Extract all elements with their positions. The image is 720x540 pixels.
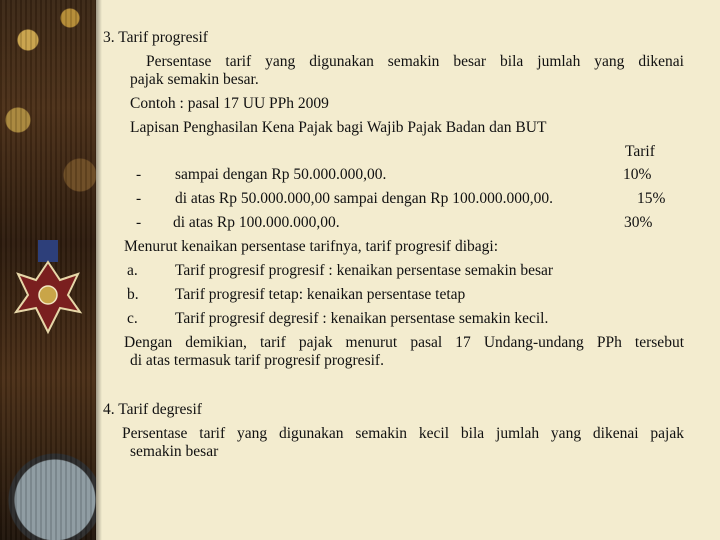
bracket-dash: - [136,166,142,183]
bracket-text: di atas Rp 50.000.000,00 sampai dengan Rp 100.000.000,00. [175,190,553,207]
type-text: Tarif progresif degresif : kenaikan persentase semakin kecil. [175,310,549,327]
bracket-rate: 30% [624,214,653,231]
bracket-text: sampai dengan Rp 50.000.000,00. [175,166,387,183]
section3-paragraph-line1: Persentase tarif yang digunakan semakin besar bila jumlah yang dikenai [146,53,684,70]
example-line: Contoh : pasal 17 UU PPh 2009 [130,95,329,112]
bracket-dash: - [136,190,142,207]
bracket-dash: - [136,214,142,231]
type-marker: c. [127,310,138,327]
conclusion-line1: Dengan demikian, tarif pajak menurut pasal 17 Undang-undang PPh tersebut [124,334,684,351]
section4-heading: 4. Tarif degresif [103,401,202,418]
bracket-rate: 15% [637,190,666,207]
type-text: Tarif progresif tetap: kenaikan persentase tetap [175,286,466,303]
tarif-header: Tarif [625,143,655,160]
section3-heading: 3. Tarif progresif [103,29,208,46]
type-marker: a. [127,262,138,279]
conclusion-line2: di atas termasuk tarif progresif progresif. [130,352,384,369]
section4-paragraph-line2: semakin besar [130,443,219,460]
layer-title: Lapisan Penghasilan Kena Pajak bagi Wajib Pajak Badan dan BUT [130,119,547,136]
type-text: Tarif progresif progresif : kenaikan persentase semakin besar [175,262,554,279]
section4-paragraph-line1: Persentase tarif yang digunakan semakin kecil bila jumlah yang dikenai pajak [122,425,684,442]
bracket-text: di atas Rp 100.000.000,00. [173,214,340,231]
section3-paragraph-line2: pajak semakin besar. [130,71,259,88]
division-intro: Menurut kenaikan persentase tarifnya, tarif progresif dibagi: [124,238,499,255]
type-marker: b. [127,286,139,303]
bracket-rate: 10% [623,166,652,183]
